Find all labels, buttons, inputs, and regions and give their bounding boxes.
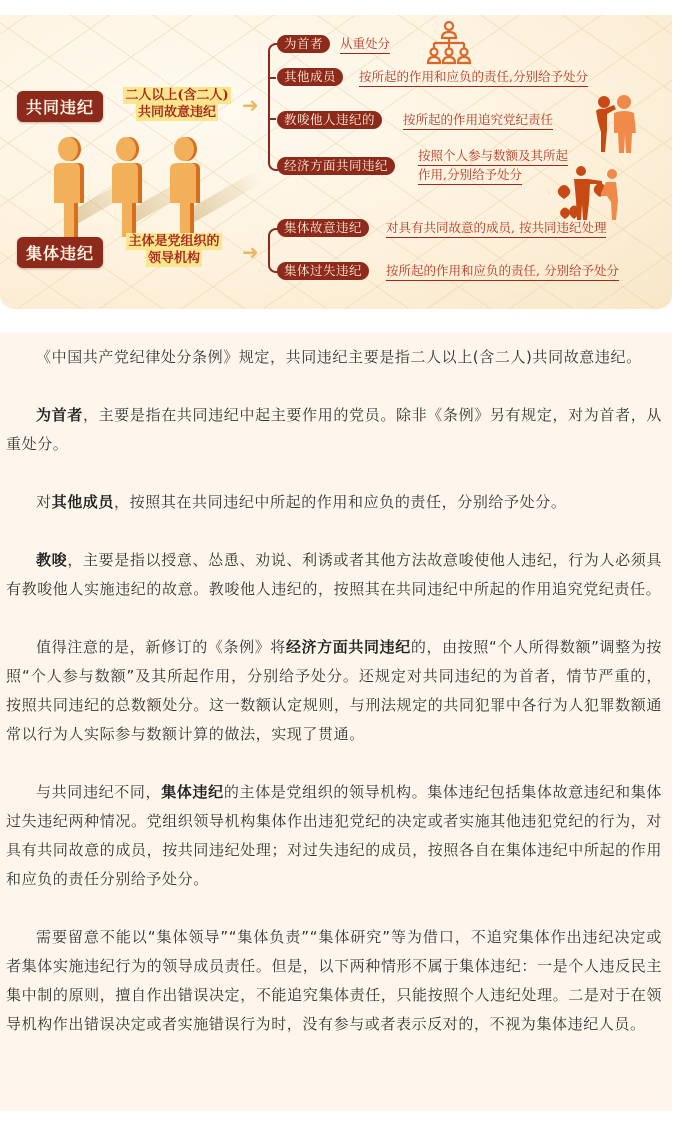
collective-arrow-icon: ➜ [242,240,259,264]
collective-violation-badge: 集体违纪 [17,237,103,268]
branch-badge-leader: 为首者 [277,35,330,53]
branch-badge-other-members: 其他成员 [277,68,343,86]
article-body [0,333,672,1111]
branch-text-instigator: 按所起的作用追究党纪责任 [403,112,553,130]
joint-violation-badge: 共同违纪 [17,91,103,122]
three-people-figures-icon [168,137,204,237]
three-people-figures-icon [110,137,146,237]
joint-arrow-icon: ➜ [242,93,259,117]
paragraph-other-members [6,488,662,517]
branch-text-collective-intentional: 对具有共同故意的成员, 按共同违纪处理 [386,220,606,238]
collective-desc-line1: 主体是党组织的 [128,234,220,249]
text-run: 对 [36,493,52,511]
paragraph-leader [6,401,662,459]
text-run: 的，由按照“个人所得数额”调整为按照“个人参与数额”及其所起作用，分别给予处分。还规定对共同违纪的为首者，情节严重的，按照共同违纪的总数额处分。这一数额认定规则，与刑法规定的共同犯罪中各行为人犯罪数额通常以行为人实际参与数额计算的做法，实现了贯通。 [6,638,662,743]
text-run: 需要留意不能以“集体领导”“集体负责”“集体研究”等为借口，不追究集体作出违纪决定或者集体实施违纪行为的领导成员责任。但是，以下两种情形不属于集体违纪：一是个人违反民主集中制的原则，擅自作出错误决定，不能追究集体责任，只能按照个人违纪处理。二是对于在领导机构作出错误决定或者实施错误行为时，没有参与或者表示反对的，不视为集体违纪人员。 [6,928,662,1033]
branch-text-economic-line1: 按照个人参与数额及其所起 [418,148,568,166]
collective-bracket [268,228,278,273]
joint-bracket [268,43,278,171]
joint-bracket-tick [268,77,276,79]
joint-bracket-tick [268,118,276,120]
branch-badge-collective-intentional: 集体故意违纪 [277,219,369,237]
money-bag-exchange-icon [556,165,622,221]
branch-badge-collective-negligent: 集体过失违纪 [277,262,369,280]
three-people-figures-icon [52,137,88,237]
org-hierarchy-icon [425,20,473,66]
text-run: 值得注意的是，新修订的《条例》将 [36,638,286,656]
bold-term: 其他成员 [51,493,115,511]
paragraph-instigation [6,546,662,604]
bold-term: 集体违纪 [161,783,224,801]
branch-text-other-members: 按所起的作用和应负的责任,分别给予处分 [359,69,588,87]
text-run: 与共同违纪不同， [36,783,162,801]
joint-desc-line2: 共同故意违纪 [137,105,216,120]
collective-violation-description [118,233,230,267]
text-run: 的主体是党组织的领导机构。集体违纪包括集体故意违纪和集体过失违纪两种情况。党组织领导机构集体作出违犯党纪的决定或者实施其他违犯党纪的行为，对具有共同故意的成员，按共同违纪处理；对过失违纪的成员，按照各自在集体违纪中所起的作用和应负的责任分别给予处分。 [6,783,662,888]
paragraph-economic [6,633,662,749]
bold-term: 为首者 [36,406,83,424]
branch-text-economic-line2: 作用,分别给予处分 [418,167,522,185]
joint-violation-description [114,87,240,121]
collective-desc-line2: 领导机构 [147,251,200,266]
branch-text-collective-negligent: 按所起的作用和应负的责任, 分别给予处分 [386,263,619,281]
bold-term: 教唆 [36,551,68,569]
paragraph-definition [6,343,662,372]
whispering-people-icon [590,93,640,155]
text-run: 《中国共产党纪律处分条例》规定，共同违纪主要是指二人以上(含二人)共同故意违纪。 [36,348,642,366]
paragraph-exceptions [6,923,662,1039]
text-run: ，主要是指在共同违纪中起主要作用的党员。除非《条例》另有规定，对为首者，从重处分。 [6,406,662,453]
joint-desc-line1: 二人以上(含二人) [125,88,229,103]
text-run: ，主要是指以授意、怂恿、劝说、利诱或者其他方法故意唆使他人违纪，行为人必须具有教唆他人实施违纪的故意。教唆他人违纪的，按照其在共同违纪中所起的作用追究党纪责任。 [6,551,662,598]
text-run: ，按照其在共同违纪中所起的作用和应负的责任，分别给予处分。 [114,493,567,511]
paragraph-collective [6,778,662,894]
branch-badge-economic: 经济方面共同违纪 [277,157,395,175]
branch-badge-instigator: 教唆他人违纪的 [277,111,382,129]
branch-text-leader: 从重处分 [340,36,390,54]
infographic-joint-and-collective-violation [0,15,672,309]
bold-term: 经济方面共同违纪 [285,638,411,656]
